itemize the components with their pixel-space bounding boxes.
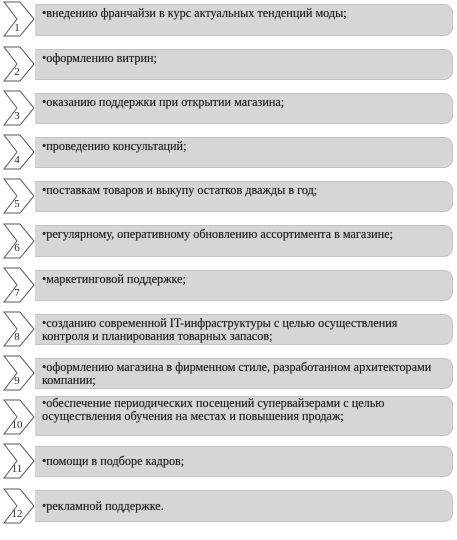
item-text: •регулярному, оперативному обновлению ассортимента в магазине; xyxy=(42,227,393,241)
item-text: •внедению франчайзи в курс актуальных тенденций моды; xyxy=(42,6,347,20)
item-number: 1 xyxy=(14,22,20,34)
item-box xyxy=(35,181,453,212)
item-number: 2 xyxy=(14,66,20,78)
item-text: •рекламной поддержке. xyxy=(42,499,164,513)
item-number: 10 xyxy=(11,419,23,431)
item-box xyxy=(35,137,453,168)
item-number: 8 xyxy=(14,331,20,343)
item-box xyxy=(35,270,453,301)
item-text: •поставкам товаров и выкупу остатков дважды в год; xyxy=(42,183,318,197)
item-box xyxy=(35,314,453,345)
item-number: 3 xyxy=(14,110,20,122)
item-box xyxy=(35,93,453,124)
item-text: •обеспечение периодических посещений супервайзерами с целью осуществления обучения на местах и повышения продаж; xyxy=(42,396,385,423)
item-box xyxy=(35,446,453,477)
item-box xyxy=(35,4,453,36)
item-text: •маркетинговой поддержке; xyxy=(42,272,186,286)
item-text: •помощи в подборе кадров; xyxy=(42,454,185,468)
item-number: 7 xyxy=(14,287,20,299)
item-text: •оказанию поддержки при открытии магазина; xyxy=(42,95,285,109)
item-box xyxy=(35,358,453,389)
item-number: 6 xyxy=(14,242,20,254)
item-number: 12 xyxy=(11,508,23,520)
item-box xyxy=(35,225,453,257)
item-number: 4 xyxy=(14,154,20,166)
item-number: 11 xyxy=(11,463,23,475)
item-box xyxy=(35,49,453,80)
item-number: 5 xyxy=(14,198,20,210)
item-number: 9 xyxy=(14,375,20,387)
item-text: •проведению консультаций; xyxy=(42,139,187,153)
item-text: •оформлению витрин; xyxy=(42,51,157,65)
item-box xyxy=(35,396,453,436)
item-box xyxy=(35,490,453,522)
item-text: •оформлению магазина в фирменном стиле, разработанном архитекторами компании; xyxy=(42,360,432,387)
item-text: •созданию современной IT-инфраструктуры с целью осуществления контроля и планирования товарных запасов; xyxy=(42,316,398,343)
